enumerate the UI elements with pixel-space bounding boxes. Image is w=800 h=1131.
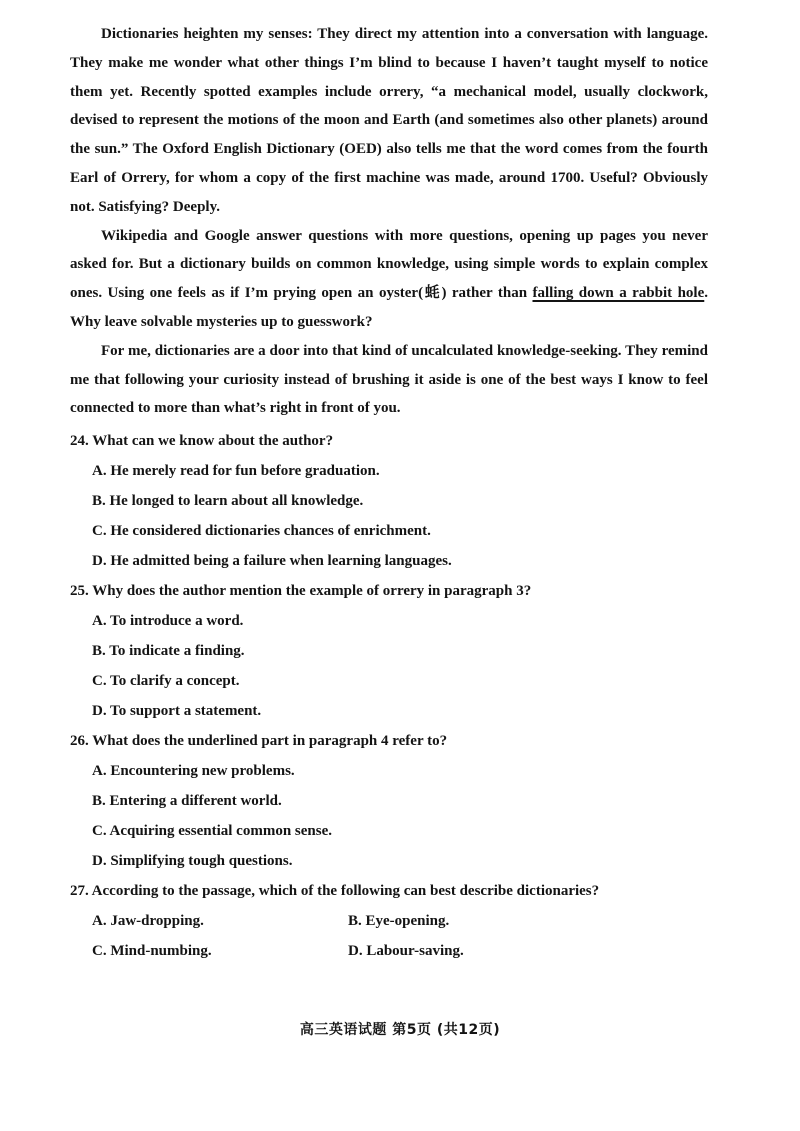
question-26-stem: 26. What does the underlined part in paragraph 4 refer to? [70,733,448,750]
question-27-option-a: A. Jaw-dropping. [92,913,204,930]
question-27-stem: 27. According to the passage, which of the following can best describe dictionaries? [70,883,600,900]
question-25-option-b: B. To indicate a finding. [92,643,245,660]
question-27-option-c: C. Mind-numbing. [92,943,212,960]
question-26-option-b: B. Entering a different world. [92,793,282,810]
underlined-phrase: falling down a rabbit hole [532,285,705,302]
question-27-options-row-1 [70,906,708,936]
question-25-option-a: A. To introduce a word. [92,613,244,630]
passage-paragraph-2-text-start: Wikipedia and Google answer questions with more questions, opening up pages you never asked for. But a dictionary builds on common knowledge, using simple words to explain complex ones. Using one feels as if I’m prying open an oyster(蚝) rather than [70,227,708,302]
question-26-option-a: A. Encountering new problems. [92,763,295,780]
question-27-option-b: B. Eye-opening. [348,913,450,930]
question-24-option-a: A. He merely read for fun before graduation. [92,463,380,480]
passage-paragraph-2 [70,222,708,337]
question-26-option-c: C. Acquiring essential common sense. [92,823,332,840]
question-27-option-d: D. Labour-saving. [348,943,464,960]
passage-paragraph-2-text-end: . Why leave solvable mysteries up to guesswork? [70,285,709,330]
passage-paragraph-3: For me, dictionaries are a door into that kind of uncalculated knowledge-seeking. They remind me that following your curiosity instead of brushing it aside is one of the best ways I know to feel connected to more than what’s right in front of you. [70,342,708,417]
page-footer: 高三英语试题 第5页 (共12页) [299,1022,501,1038]
question-24-stem: 24. What can we know about the author? [70,433,334,450]
question-25-stem: 25. Why does the author mention the example of orrery in paragraph 3? [70,583,532,600]
question-25-option-d: D. To support a statement. [92,703,262,720]
question-26-option-d: D. Simplifying tough questions. [92,853,293,870]
passage-paragraph-1: Dictionaries heighten my senses: They direct my attention into a conversation with language. They make me wonder what other things I’m blind to because I haven’t taught myself to notice them yet. Recently spotted examples include orrery, “a mechanical model, usually clockwork, devised to represent the motions of the moon and Earth (and sometimes also other planets) around the sun.” The Oxford English Dictionary (OED) also tells me that the word comes from the fourth Earl of Orrery, for whom a copy of the first machine was made, around 1700. Useful? Obviously not. Satisfying? Deeply. [70,26,708,215]
question-25-option-c: C. To clarify a concept. [92,673,240,690]
question-24-option-d: D. He admitted being a failure when learning languages. [92,553,452,570]
question-24-option-b: B. He longed to learn about all knowledge. [92,493,364,510]
question-27-options-row-2 [70,936,708,966]
question-24-option-c: C. He considered dictionaries chances of enrichment. [92,523,431,540]
